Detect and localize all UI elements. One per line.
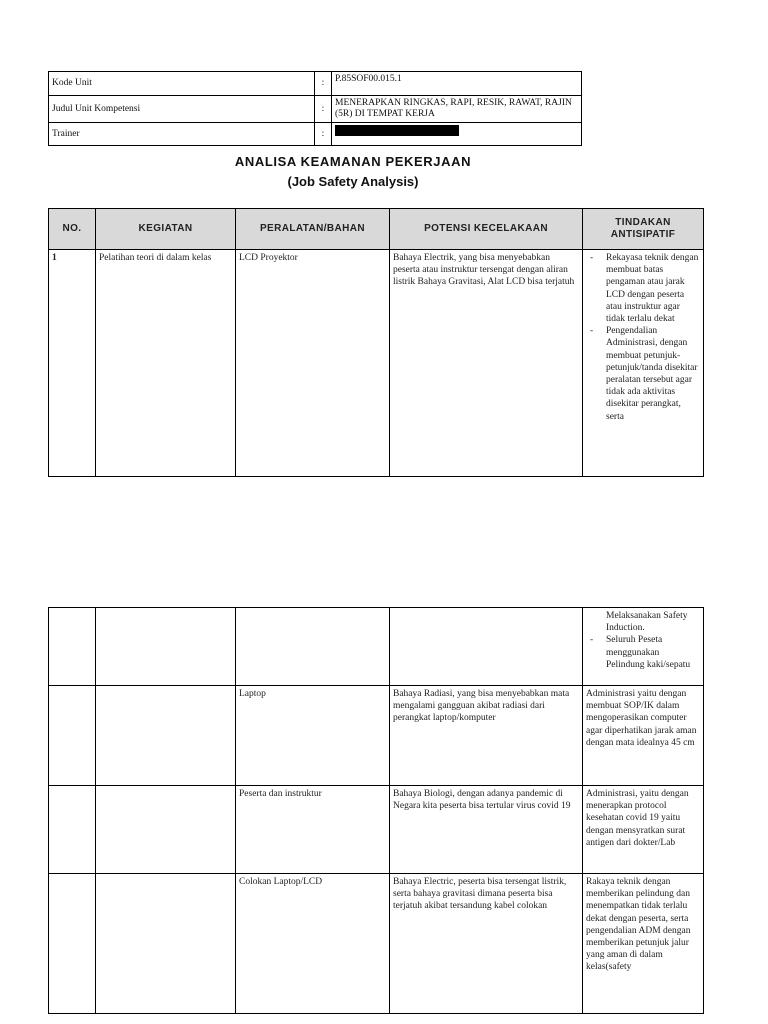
list-item: - Rekayasa teknik dengan membuat batas pengaman atau jarak LCD dengan peserta atau instruktur agar tidak terlalu dekat bbox=[586, 252, 700, 325]
document-subtitle: (Job Safety Analysis) bbox=[287, 174, 419, 189]
document-title: ANALISA KEAMANAN PEKERJAAN bbox=[234, 154, 472, 169]
table-row bbox=[49, 786, 704, 874]
info-value-trainer bbox=[332, 123, 582, 146]
col-header-potensi: POTENSI KECELAKAAN bbox=[390, 209, 583, 250]
info-value-judul-unit: MENERAPKAN RINGKAS, RAPI, RESIK, RAWAT, RAJIN (5R) DI TEMPAT KERJA bbox=[332, 96, 582, 123]
jsa-table bbox=[48, 208, 704, 477]
cell-kegiatan bbox=[96, 608, 236, 686]
info-label-judul-unit: Judul Unit Kompetensi bbox=[49, 96, 315, 123]
cell-peralatan bbox=[236, 608, 390, 686]
row-number: 1 bbox=[49, 250, 96, 477]
cell-peralatan: Peserta dan instruktur bbox=[236, 786, 390, 874]
col-header-no: NO. bbox=[49, 209, 96, 250]
cell-peralatan: Colokan Laptop/LCD bbox=[236, 874, 390, 1014]
cell-no bbox=[49, 874, 96, 1014]
cell-kegiatan: Pelatihan teori di dalam kelas bbox=[96, 250, 236, 477]
cell-no bbox=[49, 608, 96, 686]
info-row-trainer bbox=[49, 123, 582, 146]
cell-kegiatan bbox=[96, 874, 236, 1014]
col-header-tindakan: TINDAKAN ANTISIPATIF bbox=[583, 209, 704, 250]
cell-peralatan: Laptop bbox=[236, 686, 390, 786]
table-row bbox=[49, 874, 704, 1014]
table-row bbox=[49, 608, 704, 686]
cell-tindakan bbox=[583, 250, 704, 477]
cell-potensi: Bahaya Radiasi, yang bisa menyebabkan mata mengalami gangguan akibat radiasi dari perangkat laptop/komputer bbox=[390, 686, 583, 786]
info-value-kode-unit: P.85SOF00.015.1 bbox=[332, 72, 582, 96]
list-item: - Seluruh Peseta menggunakan Pelindung kaki/sepatu bbox=[586, 634, 700, 671]
table-row bbox=[49, 250, 704, 477]
table-row bbox=[49, 686, 704, 786]
list-item: - Pengendalian Administrasi, dengan membuat petunjuk-petunjuk/tanda disekitar peralatan tersebut agar tidak ada aktivitas disekitar perangkat, serta bbox=[586, 325, 700, 423]
cell-no bbox=[49, 686, 96, 786]
col-header-kegiatan: KEGIATAN bbox=[96, 209, 236, 250]
info-label-trainer: Trainer bbox=[49, 123, 315, 146]
jsa-table-continued bbox=[48, 607, 704, 1014]
cell-potensi: Bahaya Biologi, dengan adanya pandemic di Negara kita peserta bisa tertular virus covid 19 bbox=[390, 786, 583, 874]
cell-potensi: Bahaya Electrik, yang bisa menyebabkan peserta atau instruktur tersengat dengan aliran listrik Bahaya Gravitasi, Alat LCD bisa terjatuh bbox=[390, 250, 583, 477]
cell-no bbox=[49, 786, 96, 874]
cell-peralatan: LCD Proyektor bbox=[236, 250, 390, 477]
cell-potensi bbox=[390, 608, 583, 686]
tindakan-continued-text: Melaksanakan Safety Induction. bbox=[606, 611, 688, 634]
cell-kegiatan bbox=[96, 786, 236, 874]
info-colon: : bbox=[315, 123, 332, 146]
cell-tindakan: Administrasi, yaitu dengan menerapkan protocol kesehatan covid 19 yaitu dengan mensyratkan surat antigen dari dokter/Lab bbox=[583, 786, 704, 874]
cell-potensi: Bahaya Electric, peserta bisa tersengat listrik, serta bahaya gravitasi dimana peserta bisa terjatuh akibat tersandung kabel colokan bbox=[390, 874, 583, 1014]
info-label-kode-unit: Kode Unit bbox=[49, 72, 315, 96]
jsa-header-row bbox=[49, 209, 704, 250]
cell-tindakan: Administrasi yaitu dengan membuat SOP/IK dalam mengoperasikan computer agar diperhatikan jarak aman dengan mata idealnya 45 cm bbox=[583, 686, 704, 786]
info-row-judul-unit bbox=[49, 96, 582, 123]
info-row-kode-unit bbox=[49, 72, 582, 96]
tindakan-list bbox=[586, 252, 700, 423]
info-colon: : bbox=[315, 96, 332, 123]
cell-tindakan bbox=[583, 608, 704, 686]
cell-tindakan: Rakaya teknik dengan memberikan pelindung dan menempatkan tidak terlalu dekat dengan peserta, serta pengendalian ADM dengan memberikan petunjuk jalur yang aman di dalam kelas(safety bbox=[583, 874, 704, 1014]
col-header-peralatan: PERALATAN/BAHAN bbox=[236, 209, 390, 250]
unit-info-table bbox=[48, 71, 582, 146]
cell-kegiatan bbox=[96, 686, 236, 786]
tindakan-list bbox=[586, 634, 700, 671]
info-colon: : bbox=[315, 72, 332, 96]
redaction-bar bbox=[335, 125, 459, 136]
